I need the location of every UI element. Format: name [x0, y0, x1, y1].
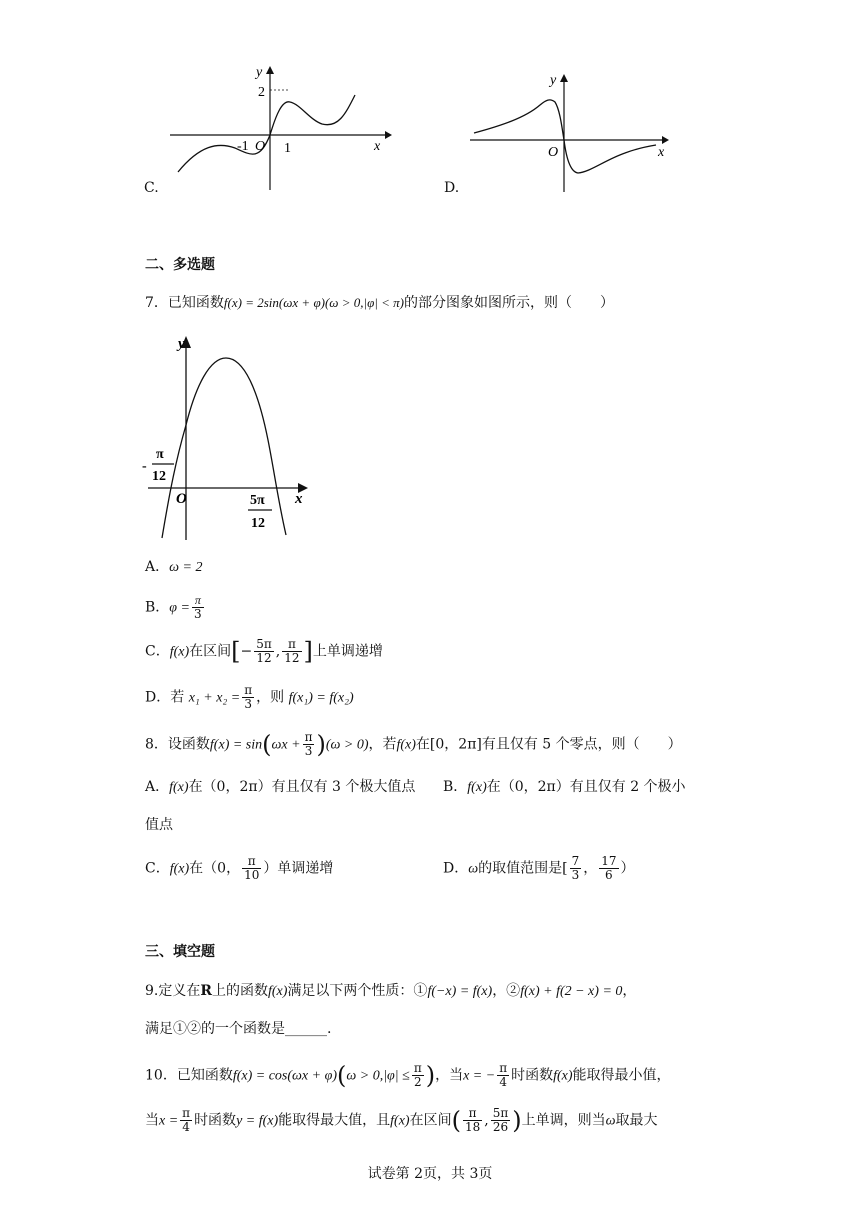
q7-d-label: D．: [145, 689, 171, 706]
graph-c-x-arrow: [385, 131, 392, 139]
option-c-label: C.: [144, 180, 159, 196]
q9-p1: f(−x) = f(x): [427, 984, 493, 999]
graph-d-origin: O: [548, 145, 559, 160]
q7-b-fraction: $\frac{\pi}{3}$: [194, 593, 202, 621]
q10-mid1: ，当: [435, 1067, 464, 1084]
q7-d-mid: ，则: [256, 689, 285, 706]
q10-x2: x =: [159, 1113, 179, 1129]
q7-a-label: A．: [145, 559, 170, 575]
q8-formula-omega: ωx +: [271, 737, 301, 753]
q8-d-frac1: $\frac{7}{3}$: [571, 854, 580, 882]
q7-left-den: 12: [152, 469, 166, 484]
graph-d-xlabel: x: [658, 145, 665, 160]
q10-mid2: 时函数: [511, 1067, 554, 1084]
q7-option-a: [145, 557, 202, 578]
q10-int-frac2: $\frac{5\pi}{26}$: [492, 1106, 509, 1134]
q10-f: f(x): [553, 1068, 573, 1084]
q7-xlabel: x: [295, 491, 303, 507]
q10-x2-frac: $\frac{\pi}{4}$: [182, 1106, 191, 1134]
q7-b-text: φ =: [169, 600, 190, 616]
q8-d-end: ）: [620, 860, 635, 877]
q8-a-f: f(x): [169, 780, 189, 795]
q8-option-d: [443, 855, 635, 882]
graph-c-origin: O: [255, 139, 266, 154]
graph-d-ylabel: y: [550, 73, 557, 88]
q8-c-end: ）单调递增: [263, 860, 334, 877]
q8-mid: ，若: [368, 736, 397, 753]
q7-number: 7．已知函数: [145, 295, 224, 311]
q8-d-pre: 的取值范围是[: [478, 860, 568, 877]
q8-a-label: A．: [145, 779, 170, 795]
q7-right-den: 12: [251, 516, 265, 531]
q7-d-eq: f(x₁) = f(x₂): [288, 690, 354, 706]
q7-d-sum: x₁ + x₂ =: [188, 690, 241, 706]
q8-formula-cond: (ω > 0): [325, 737, 369, 753]
q8-c-frac: $\frac{\pi}{10}$: [244, 854, 260, 882]
q7-origin: O: [176, 491, 187, 507]
q8-cond: 在[0，2π]有且仅有 5 个零点，则（ ）: [415, 736, 682, 753]
q10-end1: 能取得最小值，: [572, 1067, 671, 1084]
q7-b-label: B．: [145, 599, 170, 616]
option-d-label: D.: [444, 180, 460, 196]
q8-d-frac2: $\frac{17}{6}$: [601, 854, 617, 882]
q10-cond-pre: ω > 0,|φ| ≤: [346, 1068, 410, 1084]
q7-graph: [140, 330, 320, 545]
graph-d-y-arrow: [560, 74, 568, 82]
q9-pre: 9.定义在: [145, 983, 201, 999]
q8-option-b-cont: 值点: [145, 817, 173, 833]
q8-c-f: f(x): [169, 861, 190, 877]
q10-x1-frac: $\frac{\pi}{4}$: [499, 1061, 508, 1089]
q8-b-label: B．: [443, 779, 468, 795]
q7-option-d: [145, 684, 354, 711]
graph-c-ylabel: y: [256, 65, 263, 80]
question-7-stem: [145, 293, 614, 313]
q7-option-b: [145, 594, 206, 621]
q9-comma: ，: [622, 983, 637, 999]
q9-mid: 上的函数: [212, 983, 268, 999]
q8-a-text: 在（0，2π）有且仅有 3 个极大值点: [188, 779, 416, 795]
q10-cond-frac: $\frac{\pi}{2}$: [413, 1061, 422, 1089]
graph-c-curve: [178, 95, 355, 172]
q10-x1: x = −: [463, 1068, 496, 1084]
graph-c-svg: [140, 60, 400, 200]
graph-c-ytick: 2: [258, 85, 265, 100]
q7-d-pre: 若: [170, 689, 185, 706]
q7-d-frac: $\frac{\pi}{3}$: [244, 683, 253, 711]
q10-l2-end2: 取最大: [615, 1112, 658, 1129]
q9-f: f(x): [268, 984, 288, 999]
graph-c-xlabel: x: [374, 139, 381, 154]
q10-int-frac1: $\frac{\pi}{18}$: [464, 1106, 481, 1134]
graph-c-y-arrow: [266, 66, 274, 74]
graph-d: [440, 60, 680, 200]
q8-d-label: D．: [443, 860, 469, 877]
q7-a-text: ω = 2: [169, 560, 203, 575]
q7-left-num: π: [156, 447, 164, 462]
q8-formula-frac: $\frac{\pi}{3}$: [304, 730, 313, 758]
q10-omega: ω: [605, 1113, 616, 1129]
q7-option-c: C．f(x)在区间[− $\frac{5\pi}{12}$ , $\frac{\pi}{12}$ ]上单调递增: [145, 637, 383, 666]
q8-formula-pre: f(x) = sin: [209, 737, 263, 753]
q7-ylabel: y: [178, 336, 185, 352]
q10-l2-mid2: 能取得最大值，且: [278, 1112, 391, 1129]
q8-option-c: [145, 855, 333, 882]
section-title-multi-choice: 二、多选题: [145, 257, 215, 273]
q8-option-b: [443, 777, 686, 798]
question-8-stem: 8．设函数f(x) = sin(ωx + $\frac{\pi}{3}$ )(ω > 0)，若f(x)在[0，2π]有且仅有 5 个零点，则（ ）: [145, 730, 682, 759]
q8-number: 8．设函数: [145, 736, 210, 753]
q7-suffix: 的部分图象如图所示，则（ ）: [403, 295, 614, 311]
q8-b-text: 在（0，2π）有且仅有 2 个极小: [486, 779, 686, 795]
graph-c: [140, 60, 400, 200]
q10-l2-mid: 时函数: [194, 1112, 237, 1129]
q10-formula: f(x) = cos(ωx + φ): [232, 1068, 337, 1084]
q7-c-end: 上单调递增: [312, 643, 383, 660]
q7-curve: [162, 358, 286, 538]
q10-l2-f: f(x): [390, 1113, 410, 1129]
graph-d-curve: [474, 100, 656, 173]
q7-left-sign: -: [142, 459, 147, 474]
question-9-line1: [145, 981, 636, 1002]
q7-c-right-frac: $\frac{\pi}{12}$: [284, 637, 300, 665]
q7-c-f: f(x): [169, 644, 190, 660]
section-title-fill-blank: 三、填空题: [145, 944, 215, 960]
q10-y: y = f(x): [236, 1113, 279, 1129]
q10-l2-mid3: 在区间: [409, 1112, 452, 1129]
q7-c-mid: 在区间: [189, 643, 232, 660]
question-10-line1: 10．已知函数f(x) = cos(ωx + φ)(ω > 0,|φ| ≤ $\frac{\pi}{2}$ )，当x = − $\frac{\pi}{4}$ 时函数f(x)能取得最小值，: [145, 1061, 671, 1090]
q10-l2-end: 上单调，则当: [521, 1112, 606, 1129]
question-10-line2: 当x = $\frac{\pi}{4}$ 时函数y = f(x)能取得最大值，且f(x)在区间( $\frac{\pi}{18}$ , $\frac{5\pi}{26}$ )上单调，则当ω取最大: [145, 1106, 658, 1135]
q8-c-pre: 在（0，: [189, 860, 241, 877]
graph-c-xtick-pos: 1: [284, 141, 291, 156]
q8-d-omega: ω: [468, 861, 479, 877]
q7-graph-svg: [140, 330, 320, 545]
q9-R: R: [200, 983, 212, 999]
q8-f: f(x): [396, 737, 416, 753]
graph-d-svg: [440, 60, 680, 200]
question-9-line2: 满足①②的一个函数是______.: [145, 1021, 332, 1037]
q8-option-a: [145, 777, 415, 798]
q9-mid2: 满足以下两个性质：①: [287, 983, 428, 999]
graph-d-x-arrow: [662, 136, 669, 144]
graph-c-xtick-neg: -1: [237, 139, 249, 154]
q8-c-label: C．: [145, 860, 170, 877]
q7-right-num: 5π: [250, 493, 265, 508]
page-footer: 试卷第 2页，共 3页: [367, 1166, 493, 1182]
q8-d-sep: ，: [583, 860, 598, 877]
q9-p2: f(x) + f(2 − x) = 0: [520, 984, 623, 999]
q10-pre: 10．已知函数: [145, 1067, 233, 1084]
q9-sep: ，②: [492, 983, 521, 999]
q7-c-left-frac: $\frac{5\pi}{12}$: [256, 637, 272, 665]
q7-c-label: C．: [145, 643, 170, 660]
q10-l2-pre: 当: [145, 1112, 159, 1129]
q7-formula: f(x) = 2sin(ωx + φ)(ω > 0,|φ| < π): [223, 295, 404, 310]
q8-b-f: f(x): [467, 780, 487, 795]
